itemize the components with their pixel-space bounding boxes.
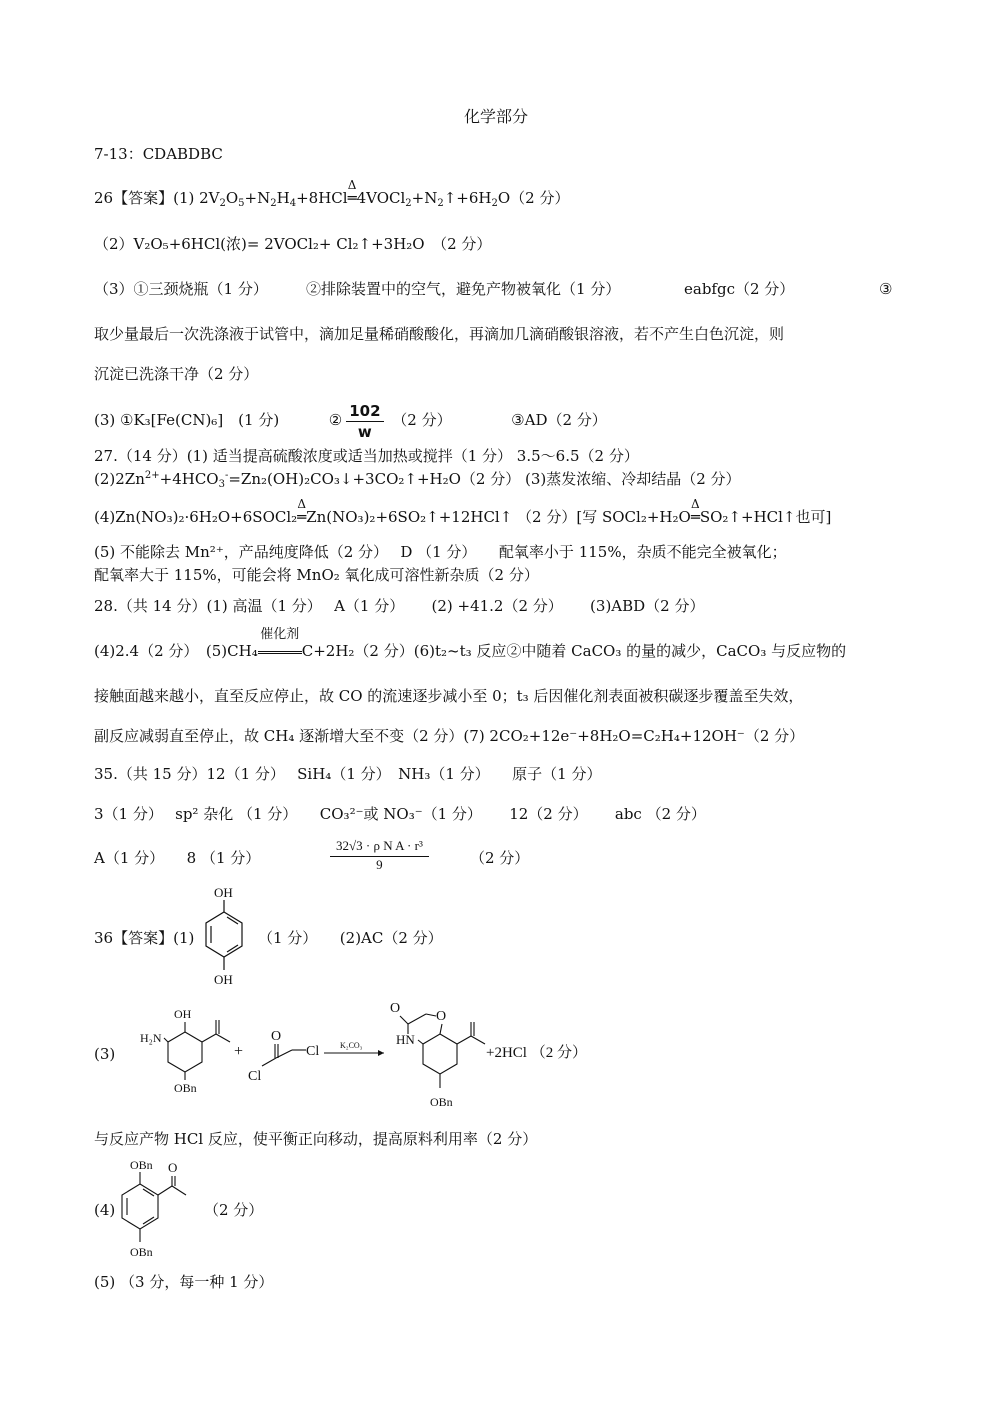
q27-line3: (4)Zn(NO₃)₂·6H₂O+6SOCl₂ Δ ═Zn(NO₃)₂+6SO₂↑+12HCl↑ （2 分）[写 SOCl₂+H₂O Δ ═SO₂↑+HCl↑也可] [94, 497, 832, 526]
q36-line4: 与反应产物 HCl 反应，使平衡正向移动，提高原料利用率（2 分） [94, 1130, 538, 1148]
q36-line5: (5) （3 分，每一种 1 分） [94, 1273, 274, 1291]
svg-text:OBn: OBn [174, 1081, 197, 1095]
q26-line4: 取少量最后一次洗涤液于试管中，滴加足量稀硝酸酸化，再滴加几滴硝酸银溶液，若不产生白色沉淀，则 [94, 325, 785, 343]
svg-text:HN: HN [396, 1032, 415, 1047]
q36-3-label: (3) [94, 1045, 116, 1063]
svg-text:O: O [168, 1160, 178, 1175]
svg-text:Cl: Cl [306, 1044, 320, 1059]
svg-text:H₂N: H₂N [140, 1031, 162, 1045]
q35-line3: A（1 分） 8 （1 分） [94, 849, 261, 867]
q28-line4: 副反应减弱直至停止，故 CH₄ 逐渐增大至不变（2 分）(7) 2CO₂+12e⁻+8H₂O=C₂H₄+12OH⁻（2 分） [94, 727, 805, 745]
q27-line4: (5) 不能除去 Mn²⁺，产品纯度降低（2 分） D （1 分） 配氧率小于 115%，杂质不能完全被氧化； [94, 543, 787, 561]
q26-line3: （3）①三颈烧瓶（1 分） ②排除装置中的空气，避免产物被氧化（1 分） eabfgc（2 分） ③ [94, 280, 893, 298]
reaction-scheme [140, 1000, 620, 1112]
svg-text:O: O [436, 1009, 447, 1024]
q27-line2: $(2)2Zn^{2+}+4HCO_3^-=Zn_2(OH)_2CO_3↓+3CO_2↑+H_2O(2$ 分） (3)蒸发浓缩、冷却结晶（2 分） [94, 470, 741, 490]
svg-text:+: + [234, 1043, 244, 1060]
heat-condition: Δ ═ [347, 178, 357, 207]
svg-text:OBn: OBn [130, 1245, 153, 1259]
q28-line2: (4)2.4（2 分） (5)CH₄ 催化剂 C+2H₂（2 分）(6)t₂~t₃ 反应②中随着 CaCO₃ 的量的减少，CaCO₃ 与反应物的 [94, 627, 847, 660]
q26-line2: （2）V₂O₅+6HCl(浓)= 2VOCl₂+ Cl₂↑+3H₂O （2 分） [94, 235, 492, 253]
fraction: $\frac{102}{w}$ [346, 401, 383, 442]
q28-line3: 接触面越来越小，直至反应停止，故 CO 的流速逐步减小至 0；t₃ 后因催化剂表面被积碳逐步覆盖至失效， [94, 687, 804, 705]
q36-line1-rest: （1 分） (2)AC（2 分） [258, 929, 443, 947]
q36-4-score: （2 分） [204, 1201, 264, 1219]
q35-line1: 35.（共 15 分）12（1 分） SiH₄（1 分） NH₃（1 分） 原子（1 分） [94, 765, 602, 783]
q35-line3-score: （2 分） [470, 849, 530, 867]
svg-text:+2HCl （2 分）: +2HCl （2 分） [486, 1045, 587, 1061]
svg-text:O: O [390, 1001, 401, 1016]
svg-text:OBn: OBn [130, 1158, 153, 1172]
q35-line2: 3（1 分） sp² 杂化 （1 分） CO₃²⁻或 NO₃⁻（1 分） 12（2 分） abc （2 分） [94, 805, 706, 823]
heat-condition: Δ ═ [690, 497, 700, 526]
svg-text:Cl: Cl [248, 1069, 262, 1084]
mc-answers: 7-13：CDABDBC [94, 145, 223, 163]
q36-label: 36【答案】(1) [94, 929, 195, 947]
svg-text:K₂CO₃: K₂CO₃ [340, 1041, 363, 1050]
q26-line1: 26【答案】(1) $2V_2O_5+N_2H_4+8HCl$ Δ $═4VOCl_2+N_2↑+6H_2O(2$ 分） [94, 178, 570, 209]
density-formula: 32√3 · ρ N A · r³ 9 [330, 838, 429, 873]
q28-line1: 28.（共 14 分）(1) 高温（1 分） A（1 分） (2) +41.2（2 分） (3)ABD（2 分） [94, 597, 705, 615]
hydroquinone-structure [196, 884, 256, 990]
svg-text:O: O [271, 1029, 282, 1044]
q36-4-structure [112, 1156, 202, 1262]
page-title: 化学部分 [463, 107, 528, 126]
svg-text:OBn: OBn [430, 1095, 453, 1109]
svg-text:OH: OH [174, 1007, 192, 1021]
catalyst-arrow: 催化剂 [258, 641, 302, 661]
q26-line6: (3) ①K₃[Fe(CN)₆] (1 分) ② $\frac{102}{w}$ （2 分） ③AD（2 分） [94, 401, 607, 441]
q27-line1: 27.（14 分）(1) 适当提高硫酸浓度或适当加热或搅拌（1 分） 3.5～6.5（2 分） [94, 447, 639, 465]
svg-text:OH: OH [214, 972, 233, 987]
q26-line5: 沉淀已洗涤干净（2 分） [94, 365, 259, 383]
q27-line5: 配氧率大于 115%，可能会将 MnO₂ 氧化成可溶性新杂质（2 分） [94, 566, 539, 584]
q36-4-label: (4) [94, 1201, 116, 1219]
svg-text:OH: OH [214, 885, 233, 900]
heat-condition: Δ ═ [297, 497, 307, 526]
